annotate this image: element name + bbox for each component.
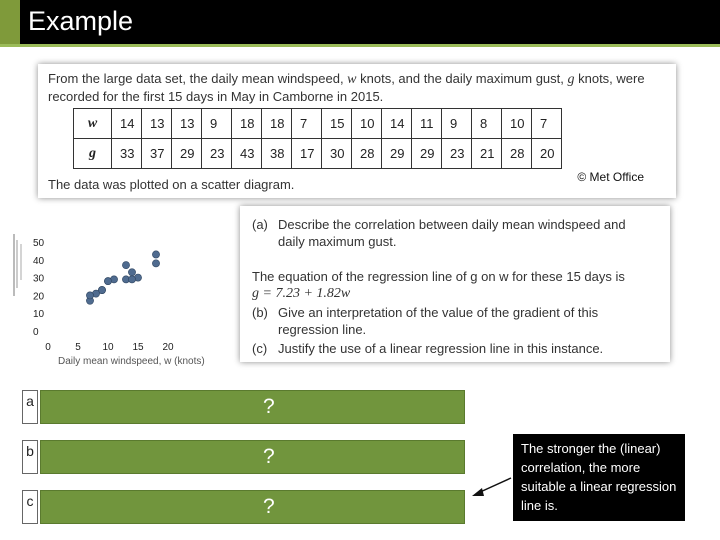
hint-box: The stronger the (linear) correlation, the more suitable a linear regression line is. [513, 434, 685, 521]
question-a-line1: Describe the correlation between daily mean windspeed and [278, 217, 626, 232]
hint-arrow-head [472, 488, 484, 496]
table-cell: 20 [532, 139, 562, 169]
x-tick-label: 5 [75, 342, 81, 353]
table-cell: 38 [262, 139, 292, 169]
table-cell: 33 [112, 139, 142, 169]
y-tick-label: 10 [33, 309, 45, 321]
table-cell: 18 [232, 109, 262, 139]
table-cell: 15 [322, 109, 352, 139]
y-tick-label: 40 [33, 255, 45, 267]
table-cell: 29 [412, 139, 442, 169]
table-cell: 28 [352, 139, 382, 169]
table-cell: 28 [502, 139, 532, 169]
y-tick-label: 50 [33, 238, 45, 249]
answer-placeholder: ? [263, 395, 275, 418]
answer-tag-c: c [22, 490, 38, 524]
intro-part-2: knots, and the daily maximum gust, [356, 71, 568, 86]
table-cell: 13 [172, 109, 202, 139]
table-cell: 9 [442, 109, 472, 139]
var-g: g [567, 72, 575, 87]
x-tick-label: 10 [102, 342, 114, 353]
table-cell: 10 [352, 109, 382, 139]
copyright-note: © Met Office [577, 170, 644, 184]
table-cell: 23 [202, 139, 232, 169]
table-cell: 43 [232, 139, 262, 169]
question-b-line1: Give an interpretation of the value of the gradient of this [278, 305, 599, 320]
x-tick-label: 0 [45, 342, 51, 353]
table-cell: 7 [292, 109, 322, 139]
table-cell: 13 [142, 109, 172, 139]
table-cell: 8 [472, 109, 502, 139]
answer-tag-a: a [22, 390, 38, 424]
question-a-line2: daily maximum gust. [278, 234, 397, 249]
row-header-w: w [74, 109, 112, 139]
answer-placeholder: ? [263, 445, 275, 468]
table-cell: 29 [382, 139, 412, 169]
table-cell: 7 [532, 109, 562, 139]
table-cell: 29 [172, 139, 202, 169]
plotted-note: The data was plotted on a scatter diagram. [48, 177, 295, 192]
answer-tag-b: b [22, 440, 38, 474]
answer-placeholder: ? [263, 495, 275, 518]
table-cell: 14 [112, 109, 142, 139]
question-b-label: (b) [252, 305, 268, 320]
question-c-line1: Justify the use of a linear regression line in this instance. [278, 341, 604, 356]
row-header-g: g [74, 139, 112, 169]
y-tick-label: 20 [33, 291, 45, 303]
question-a-label: (a) [252, 217, 268, 232]
table-cell: 9 [202, 109, 232, 139]
table-cell: 37 [142, 139, 172, 169]
table-cell: 10 [502, 109, 532, 139]
hint-arrow-line [478, 478, 511, 493]
y-tick-label: 30 [33, 273, 45, 285]
table-cell: 17 [292, 139, 322, 169]
regression-equation: g = 7.23 + 1.82w [252, 286, 351, 301]
table-cell: 30 [322, 139, 352, 169]
var-w: w [347, 72, 357, 87]
y-tick-label: 0 [33, 327, 39, 338]
table-cell: 14 [382, 109, 412, 139]
table-cell: 18 [262, 109, 292, 139]
x-tick-label: 20 [162, 342, 174, 353]
regression-intro: The equation of the regression line of g on w for these 15 days is [252, 269, 625, 284]
x-tick-label: 15 [132, 342, 144, 353]
table-cell: 23 [442, 139, 472, 169]
intro-part-1: From the large data set, the daily mean windspeed, [48, 71, 348, 86]
intro-part-3: knots, were recorded for the first 15 days in May in Camborne in 2015. [48, 71, 645, 104]
chart-x-label: Daily mean windspeed, w (knots) [58, 356, 205, 367]
slide-title: Example [28, 6, 134, 36]
table-cell: 11 [412, 109, 442, 139]
question-b-line2: regression line. [278, 322, 367, 337]
question-c-label: (c) [252, 341, 268, 356]
table-cell: 21 [472, 139, 502, 169]
